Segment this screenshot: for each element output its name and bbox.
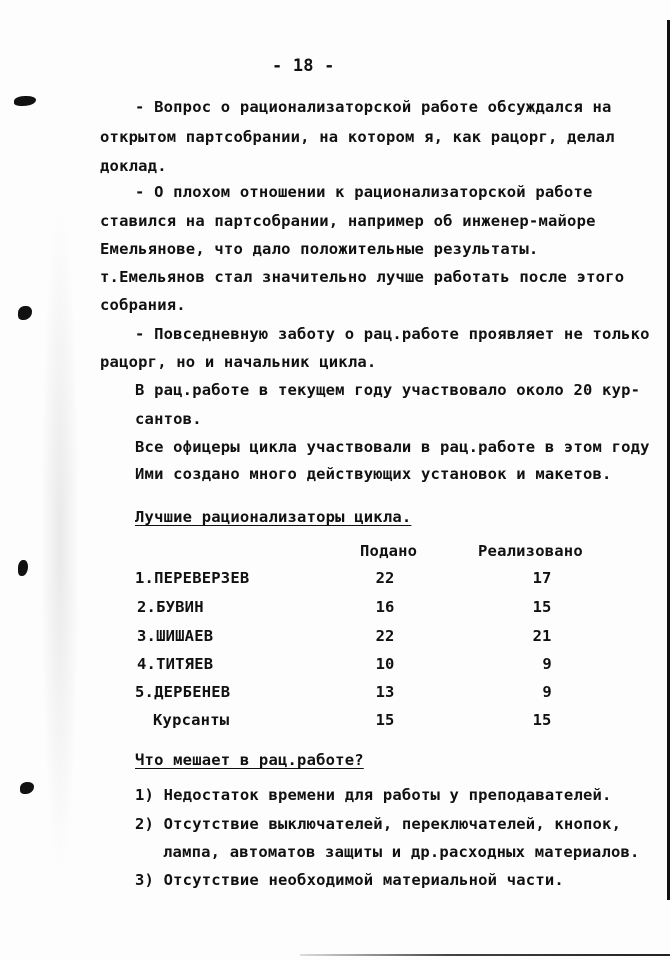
paragraph-line: - О плохом отношении к рационализаторской работе bbox=[135, 183, 593, 201]
obstacle-item: лампа, автоматов защиты и др.расходных материалов. bbox=[163, 843, 640, 861]
ink-blot bbox=[18, 560, 28, 576]
ink-blot bbox=[14, 96, 36, 106]
paragraph-line: - Повседневную заботу о рац.работе проявляет не только bbox=[135, 325, 650, 343]
row-name: 4.ТИТЯЕВ bbox=[137, 655, 214, 673]
row-name: Курсанты bbox=[153, 711, 230, 729]
row-submitted: 16 bbox=[375, 598, 395, 616]
row-submitted: 15 bbox=[375, 711, 395, 729]
table-title: Лучшие рационализаторы цикла. bbox=[135, 508, 412, 526]
row-implemented: 21 bbox=[532, 627, 552, 645]
row-implemented: 17 bbox=[532, 569, 552, 587]
paragraph-line: - Вопрос о рационализаторской работе обсуждался на bbox=[135, 98, 612, 116]
row-submitted: 13 bbox=[375, 683, 395, 701]
row-submitted: 22 bbox=[375, 569, 395, 587]
column-header-implemented: Реализовано bbox=[478, 542, 583, 560]
paragraph-line: Все офицеры цикла участвовали в рац.работе в этом году bbox=[135, 438, 650, 456]
row-implemented: 9 bbox=[542, 655, 552, 673]
ink-blot bbox=[20, 782, 34, 794]
paragraph-line: ставился на партсобрании, например об инженер-майоре bbox=[100, 212, 596, 230]
paragraph-line: Емельянове, что дало положительные результаты. bbox=[100, 240, 539, 258]
row-implemented: 15 bbox=[532, 598, 552, 616]
obstacles-title: Что мешает в рац.работе? bbox=[135, 751, 364, 769]
row-name: 1.ПЕРЕВЕРЗЕВ bbox=[135, 569, 250, 587]
paragraph-line: собрания. bbox=[100, 296, 186, 314]
row-name: 5.ДЕРБЕНЕВ bbox=[135, 683, 231, 701]
column-header-submitted: Подано bbox=[360, 542, 418, 560]
obstacle-item: 3) Отсутствие необходимой материальной части. bbox=[135, 871, 564, 889]
scan-smudge bbox=[40, 200, 80, 880]
paragraph-line: рацорг, но и начальник цикла. bbox=[100, 353, 377, 371]
row-submitted: 22 bbox=[375, 627, 395, 645]
paragraph-line: В рац.работе в текущем году участвовало около 20 кур- bbox=[135, 381, 641, 399]
scan-edge-bottom bbox=[300, 954, 670, 956]
page-number: - 18 - bbox=[272, 56, 335, 76]
ink-blot bbox=[18, 306, 32, 320]
paragraph-line: открытом партсобрании, на котором я, как рацорг, делал bbox=[100, 128, 615, 146]
row-name: 2.БУВИН bbox=[137, 598, 204, 616]
paragraph-line: сантов. bbox=[135, 410, 202, 428]
row-submitted: 10 bbox=[375, 655, 395, 673]
row-name: 3.ШИШАЕВ bbox=[137, 627, 214, 645]
paragraph-line: Ими создано много действующих установок и макетов. bbox=[135, 465, 612, 483]
obstacle-item: 1) Недостаток времени для работы у преподавателей. bbox=[135, 786, 612, 804]
row-implemented: 15 bbox=[532, 711, 552, 729]
row-implemented: 9 bbox=[542, 683, 552, 701]
paragraph-line: доклад. bbox=[100, 157, 167, 175]
paragraph-line: т.Емельянов стал значительно лучше работать после этого bbox=[100, 268, 625, 286]
obstacle-item: 2) Отсутствие выключателей, переключателей, кнопок, bbox=[135, 815, 622, 833]
